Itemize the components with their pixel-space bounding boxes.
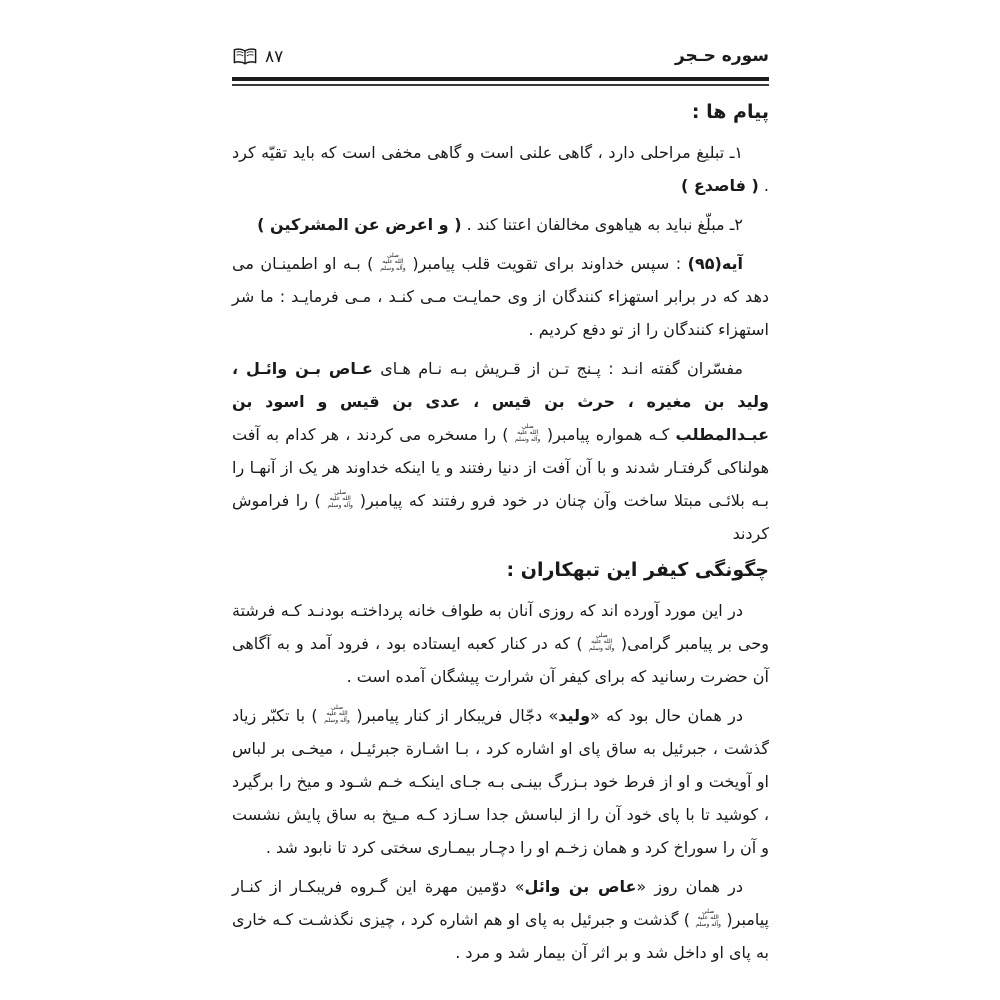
text-segment: » دجّال فریبکار از کنار پیامبر( — [350, 706, 559, 725]
header-divider — [232, 77, 769, 86]
prophet-honorific-mark: صلی الله علیه وآله وسلم — [324, 703, 350, 724]
section-heading: پیام ها : — [691, 101, 769, 123]
paragraph — [232, 594, 769, 693]
paragraph — [232, 247, 769, 346]
text-segment: ) که در کنار کعبه ایستاده بود ، فرود آمد و به آگاهی آن حضرت رسانید که برای کیفر آن شرارت پیشگان آمده است . — [232, 634, 769, 686]
page-number: ۸۷ — [265, 47, 284, 67]
text-segment: در همان حال بود که « — [590, 706, 744, 725]
text-segment: ) با تکبّر زیاد گذشت ، جبرئیل به ساق پای او اشاره کرد ، بـا اشـارة جبرئیـل ، میخـی بر لباس او آویخت و او از فرط خود بـزرگ بینـی بـه جـای اینکـه خـم شـود و میخ را برگیرد ، کوشید تا با پای خود آن را از لباسش جدا سـازد کـه مـیخ به ساق پایش نشست و آن را سوراخ کرد و همان زخـم او را دچـار بیمـاری سختی کرد تا نابود شد . — [232, 706, 769, 857]
emphasized-text: آیه(۹۵) — [687, 254, 744, 273]
paragraph — [232, 352, 769, 550]
emphasized-text: عـاص بـن وائـل ، ولید بن مغیره ، حرث بن قیس ، عدی بن قیس و اسود بن عبـدالمطلب — [232, 359, 769, 444]
text-segment: : سپس خداوند برای تقویت قلب پیامبر( — [405, 254, 688, 273]
paragraph — [232, 870, 769, 969]
text-segment: ۱ـ تبلیغ مراحلی دارد ، گاهی علنی است و گاهی مخفی است که باید تقیّه کرد . — [232, 143, 769, 195]
text-segment: در این مورد آورده اند که روزی آنان به طواف خانه پرداختـه بودنـد کـه فرشتة وحی بر پیامبر گرامی( — [232, 601, 770, 653]
prophet-honorific-mark: صلی الله علیه وآله وسلم — [589, 631, 615, 652]
text-segment: ) بـه او اطمینـان می دهد که در برابر استهزاء کنندگان از وی حمایـت مـی کنـد ، مـی فرمایـد : ما شر استهزاء کنندگان را از تو دفع کردیم . — [232, 254, 769, 339]
paragraph — [232, 208, 769, 241]
open-book-icon — [232, 47, 258, 66]
text-segment: ) را فراموش کردند — [232, 491, 769, 543]
prophet-honorific-mark: صلی الله علیه وآله وسلم — [327, 488, 353, 509]
page-header — [232, 46, 769, 66]
text-segment: در همان روز « — [636, 877, 743, 896]
page-body — [232, 94, 769, 975]
text-segment: ۲ـ مبلّغ نباید به هیاهوی مخالفان اعتنا کند . — [461, 215, 743, 234]
prophet-honorific-mark: صلی الله علیه وآله وسلم — [380, 251, 406, 272]
text-segment: » دوّمین مهرة این گـروه فریبکـار از کنـار پیامبر( — [232, 877, 769, 929]
text-segment: ) گذشت و جبرئیل به پای او هم اشاره کرد ، چیزی نگذشـت کـه خاری به پای او داخل شد و بر اثر آن بیمار شد و مرد . — [232, 910, 769, 962]
emphasized-text: ( فاصدع ) — [680, 176, 759, 195]
section-heading: چگونگی کیفر این تبهکاران : — [506, 559, 769, 581]
paragraph — [232, 699, 769, 864]
text-segment: کـه همواره پیامبر( — [540, 425, 676, 444]
page-number-block — [232, 47, 283, 66]
emphasized-text: عاص بن وائل — [524, 877, 637, 896]
emphasized-text: ولید — [558, 706, 591, 725]
text-segment: ) را مسخره می کردند ، هر کدام به آفت هولناکی گرفتـار شدند و با آن آفت از دنیا رفتند و یا اینکه خداوند هر یک از آنهـا را بـه بلائـی مبتلا ساخت وآن چنان در خود فرو رفتند که پیامبر( — [232, 425, 770, 510]
emphasized-text: ( و اعرض عن المشرکین ) — [257, 215, 462, 234]
paragraph — [232, 136, 769, 202]
prophet-honorific-mark: صلی الله علیه وآله وسلم — [515, 422, 541, 443]
prophet-honorific-mark: صلی الله علیه وآله وسلم — [695, 907, 721, 928]
chapter-title: سوره حـجر — [674, 46, 769, 66]
text-segment: مفسّران گفته انـد : پـنج تـن از قـریش بـه نـام هـای — [372, 359, 744, 378]
